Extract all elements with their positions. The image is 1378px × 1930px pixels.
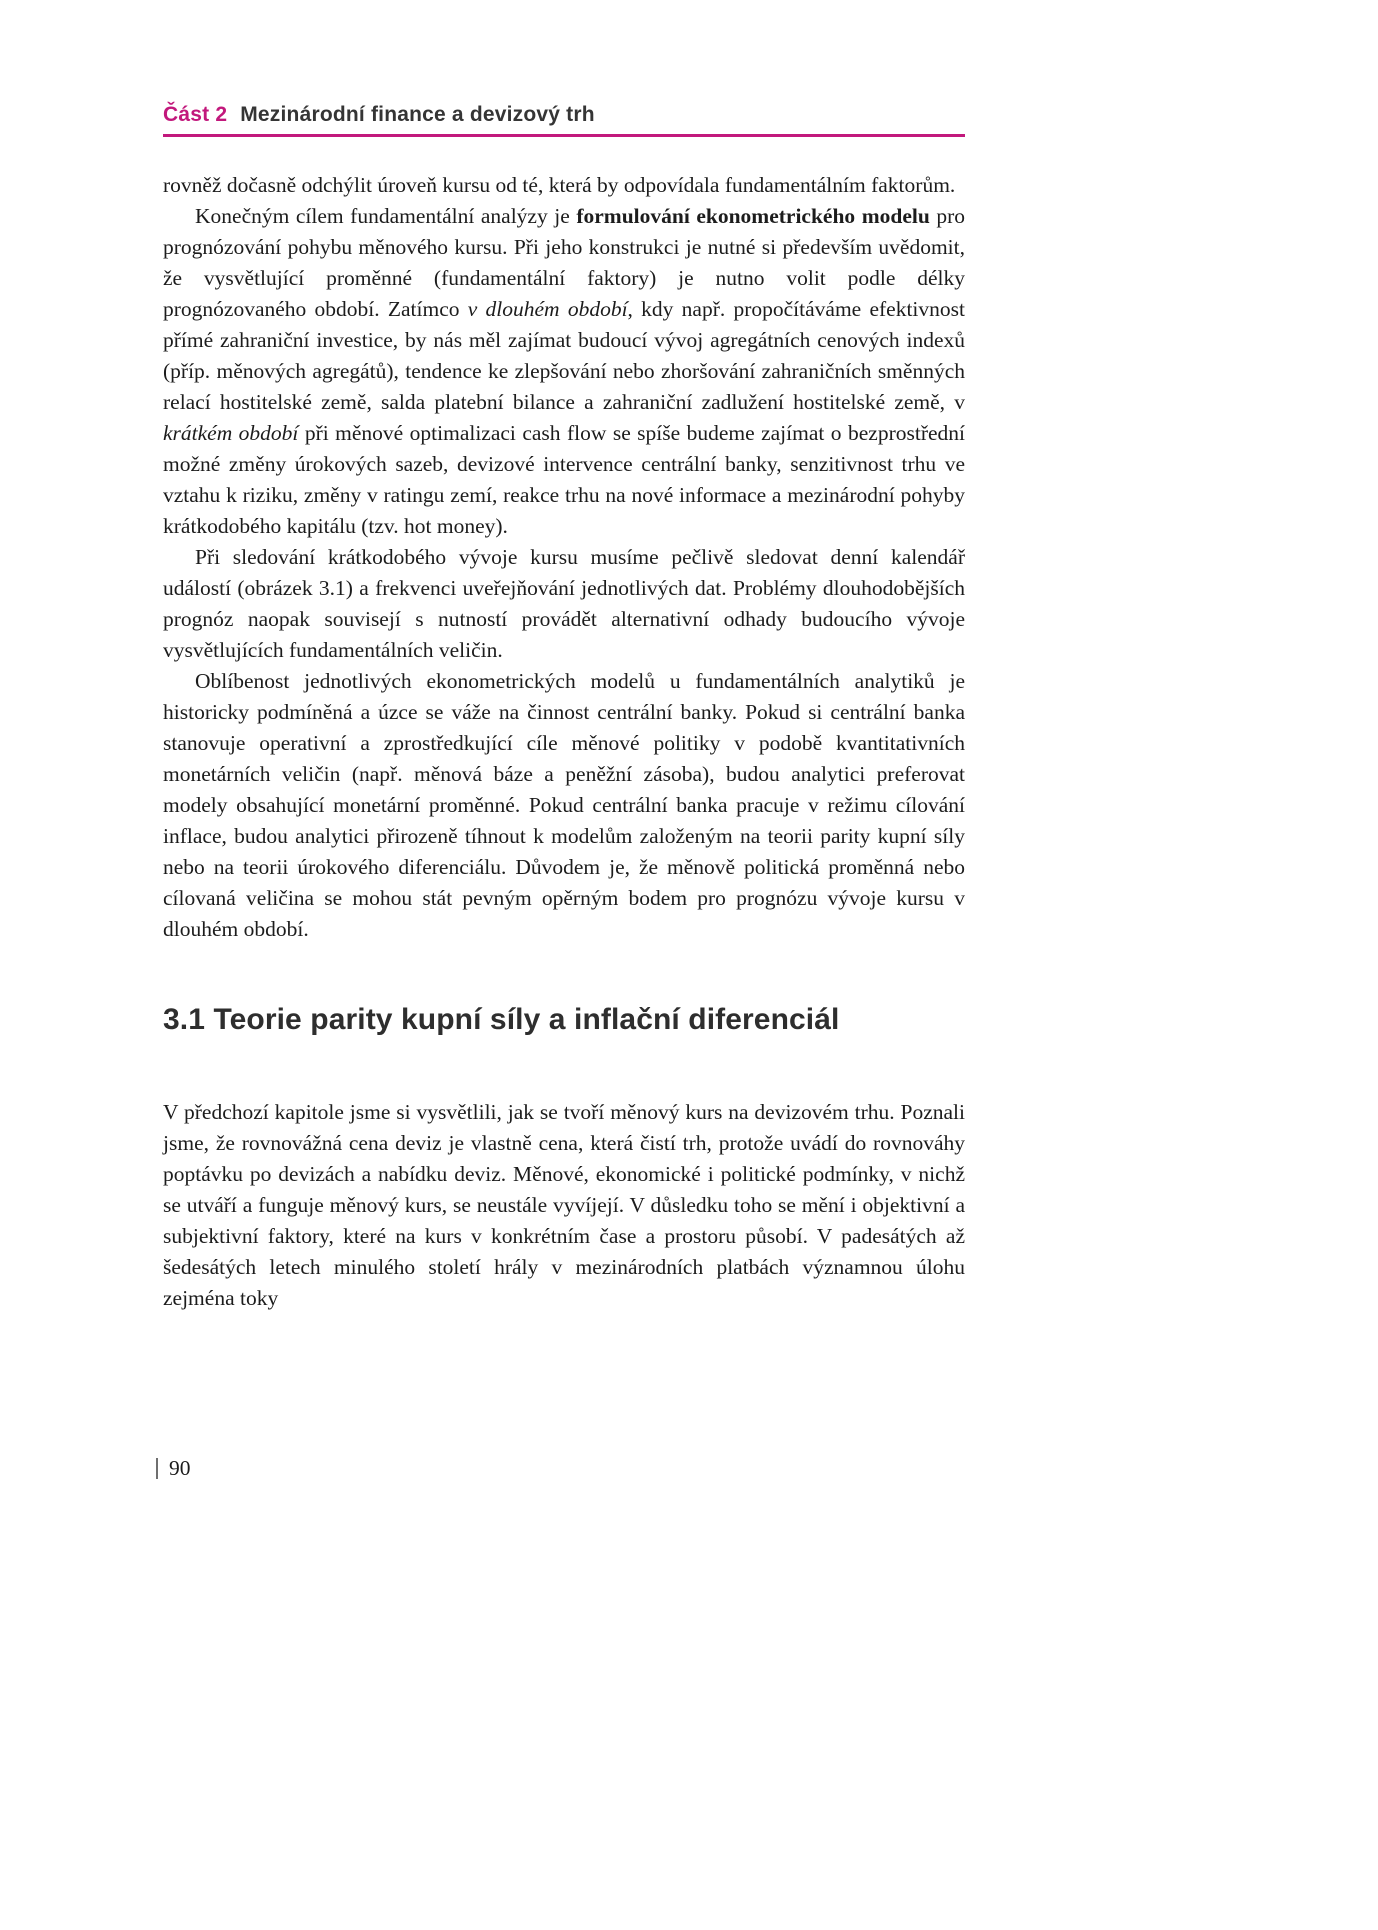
paragraph-text: rovněž dočasně odchýlit úroveň kursu od té, která by odpovídala fundamentálním faktorům. <box>163 173 956 197</box>
running-header <box>163 103 965 127</box>
paragraph-text: Oblíbenost jednotlivých ekonometrických modelů u fundamentálních analytiků je historicky podmíněná a úzce se váže na činnost centrální banky. Pokud si centrální banka stanovuje operativní a zprostředkující cíle měnové politiky v podobě kvantitativních monetárních veličin (např. měnová báze a peněžní zásoba), budou analytici preferovat modely obsahující monetární proměnné. Pokud centrální banka pracuje v režimu cílování inflace, budou analytici přirozeně tíhnout k modelům založeným na teorii parity kupní síly nebo na teorii úrokového diferenciálu. Důvodem je, že měnově politická proměnná nebo cílovaná veličina se mohou stát pevným opěrným bodem pro prognózu vývoje kursu v dlouhém období. <box>163 669 965 941</box>
body-text <box>163 170 965 945</box>
paragraph-text: pro prognózování pohybu měnového kursu. Při jeho konstrukci je nutné si především uvědomit, že vysvětlující proměnné (fundamentální faktory) je nutno volit podle délky prognózovaného období. Zatímco <box>163 204 966 321</box>
italic-term: v dlouhém období <box>467 297 628 321</box>
paragraph-text: Konečným cílem fundamentální analýzy je <box>195 204 577 228</box>
italic-term: krátkém období <box>163 421 299 445</box>
paragraph <box>163 542 965 666</box>
page-number: 90 <box>169 1456 191 1480</box>
book-page <box>163 0 965 1314</box>
header-rule <box>163 134 965 137</box>
paragraph <box>163 170 965 201</box>
paragraph <box>163 1097 965 1314</box>
bold-term: formulování ekonometrického modelu <box>576 204 930 228</box>
paragraph-text: při měnové optimalizaci cash flow se spíše budeme zajímat o bezprostřední možné změny úrokových sazeb, devizové intervence centrální banky, senzitivnost trhu ve vztahu k riziku, změny v ratingu zemí, reakce trhu na nové informace a mezinárodní pohyby krátkodobého kapitálu (tzv. hot money). <box>163 421 965 538</box>
paragraph <box>163 666 965 945</box>
part-title: Mezinárodní finance a devizový trh <box>240 103 595 126</box>
paragraph-text: , kdy např. propočítáváme efektivnost přímé zahraniční investice, by nás měl zajímat budoucí vývoj agregátních cenových indexů (příp. měnových agregátů), tendence ke zlepšování nebo zhoršování zahraničních směnných relací hostitelské země, salda platební bilance a zahraniční zadlužení hostitelské země, v <box>163 297 965 414</box>
footer-tick <box>156 1458 158 1479</box>
page-footer <box>156 1456 191 1481</box>
part-label: Část 2 <box>163 103 228 126</box>
paragraph <box>163 201 965 542</box>
section-heading: 3.1 Teorie parity kupní síly a inflační diferenciál <box>163 1003 840 1036</box>
section-body <box>163 1097 965 1314</box>
paragraph-text: Při sledování krátkodobého vývoje kursu musíme pečlivě sledovat denní kalendář událostí (obrázek 3.1) a frekvenci uveřejňování jednotlivých dat. Problémy dlouhodobějších prognóz naopak souvisejí s nutností provádět alternativní odhady budoucího vývoje vysvětlujících fundamentálních veličin. <box>163 545 965 662</box>
paragraph-text: V předchozí kapitole jsme si vysvětlili, jak se tvoří měnový kurs na devizovém trhu. Poznali jsme, že rovnovážná cena deviz je vlastně cena, která čistí trh, protože uvádí do rovnováhy poptávku po devizách a nabídku deviz. Měnové, ekonomické i politické podmínky, v nichž se utváří a funguje měnový kurs, se neustále vyvíjejí. V důsledku toho se mění i objektivní a subjektivní faktory, které na kurs v konkrétním čase a prostoru působí. V padesátých až šedesátých letech minulého století hrály v mezinárodních platbách významnou úlohu zejména toky <box>163 1100 965 1310</box>
